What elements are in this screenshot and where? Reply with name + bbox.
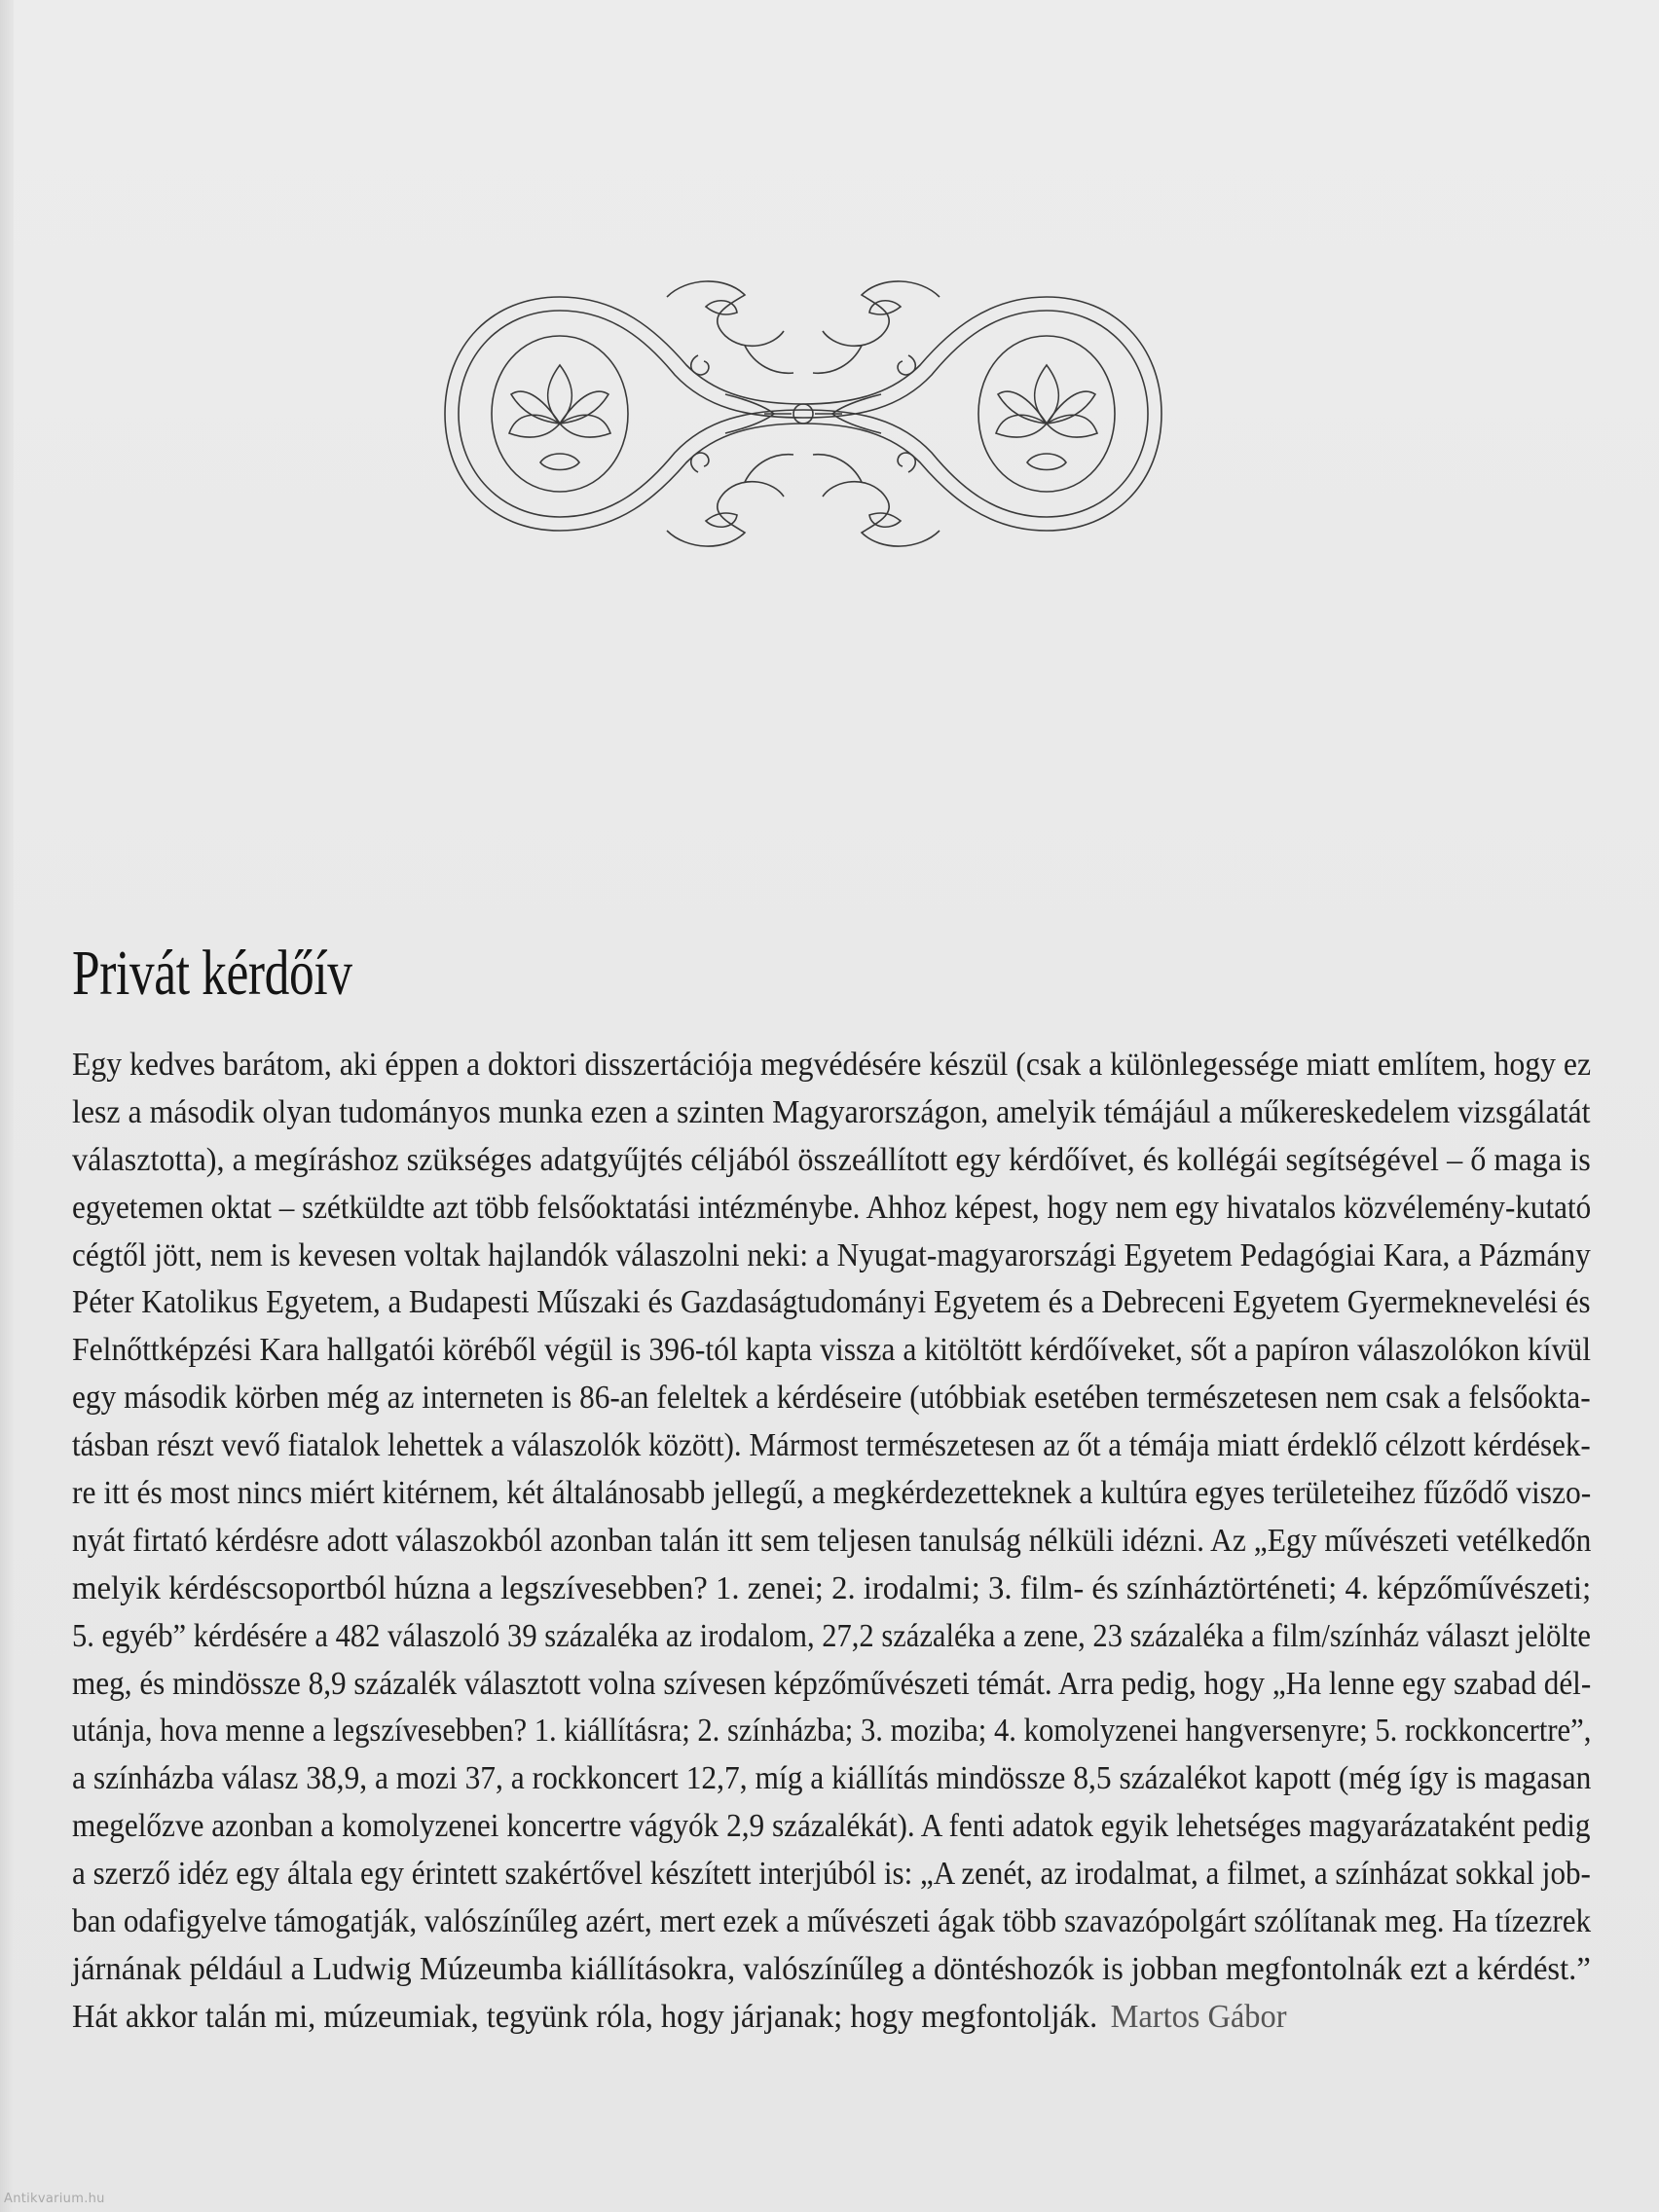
article-body bbox=[72, 1042, 1591, 2042]
article-line: ban odafigyelve támogatják, valószínűleg azért, mert ezek a művészeti ágak több szavazópolgárt szólítanak meg. Ha tízezrek bbox=[72, 1903, 1592, 1940]
decorative-ornament-icon bbox=[433, 277, 1173, 550]
article-line-last: Hát akkor talán mi, múzeumiak, tegyünk róla, hogy járjanak; hogy megfontolják. Martos Gábor bbox=[72, 1998, 1287, 2035]
article-line: egyetemen oktat – szétküldte azt több felsőoktatási intézménybe. Ahhoz képest, hogy nem egy hivatalos közvélemény-kutató bbox=[72, 1189, 1592, 1226]
article-line: Felnőttképzési Kara hallgatói köréből végül is 396-tól kapta vissza a kitöltött kérdőíveket, sőt a papíron válaszolókon kívül bbox=[72, 1332, 1592, 1369]
article-line: 5. egyéb” kérdésére a 482 válaszoló 39 százaléka az irodalom, 27,2 százaléka a zene, 23 százaléka a film/színház választ jelölte bbox=[72, 1617, 1591, 1654]
article-line: megelőzve azonban a komolyzenei koncertre vágyók 2,9 százalékát). A fenti adatok egyik lehetséges magyarázataként pedig bbox=[72, 1808, 1591, 1845]
article-title: Privát kérdőív bbox=[72, 938, 352, 1009]
article-line: Péter Katolikus Egyetem, a Budapesti Műszaki és Gazdaságtudományi Egyetem és a Debreceni Egyetem Gyermeknevelési és bbox=[72, 1284, 1591, 1321]
article-line: a szerző idéz egy általa egy érintett szakértővel készített interjúból is: „A zenét, az irodalmat, a filmet, a színházat sokkal job- bbox=[72, 1856, 1591, 1893]
author-name: Martos Gábor bbox=[1110, 1998, 1287, 2035]
page-spine-shadow bbox=[0, 0, 14, 2212]
article-line: járnának például a Ludwig Múzeumba kiállításokra, valószínűleg a döntéshozók is jobban megfontolnák ezt a kérdést.” bbox=[72, 1950, 1591, 1987]
article-line: re itt és most nincs miért kitérnem, két általánosabb jellegű, a megkérdezetteknek a kultúra egyes területeihez fűződő viszo- bbox=[72, 1475, 1592, 1512]
watermark: Antikvarium.hu bbox=[4, 2192, 105, 2206]
article-line: egy második körben még az interneten is 86-an feleltek a kérdéseire (utóbbiak esetében természetesen nem csak a felsőokta- bbox=[72, 1380, 1591, 1417]
article-line: tásban részt vevő fiatalok lehettek a válaszolók között). Mármost természetesen az őt a témája miatt érdeklő célzott kérdések- bbox=[72, 1427, 1591, 1464]
article-line: meg, és mindössze 8,9 százalék választott volna szívesen képzőművészeti témát. Arra pedig, hogy „Ha lenne egy szabad dél- bbox=[72, 1665, 1592, 1702]
article-line: lesz a második olyan tudományos munka ezen a szinten Magyarországon, amelyik témájául a műkereskedelem vizsgálatát bbox=[72, 1093, 1591, 1130]
article-line: a színházba válasz 38,9, a mozi 37, a rockkoncert 12,7, míg a kiállítás mindössze 8,5 százalékot kapott (még így is magasan bbox=[72, 1760, 1592, 1797]
article-line: melyik kérdéscsoportból húzna a legszívesebben? 1. zenei; 2. irodalmi; 3. film- és színháztörténeti; 4. képzőművészeti; bbox=[72, 1569, 1592, 1606]
article-line: választotta), a megíráshoz szükséges adatgyűjtés céljából összeállított egy kérdőívet, és kollégái segítségével – ő maga is bbox=[72, 1141, 1591, 1178]
article-line: nyát firtató kérdésre adott válaszokból azonban talán itt sem teljesen tanulság nélküli idézni. Az „Egy művészeti vetélkedőn bbox=[72, 1522, 1592, 1559]
article-line: Egy kedves barátom, aki éppen a doktori disszertációja megvédésére készül (csak a különlegessége miatt említem, hogy ez bbox=[72, 1047, 1592, 1083]
article-line: utánja, hova menne a legszívesebben? 1. kiállításra; 2. színházba; 3. moziba; 4. komolyzenei hangversenyre; 5. rockkoncertre”, bbox=[72, 1713, 1592, 1750]
article-line: cégtől jött, nem is kevesen voltak hajlandók válaszolni neki: a Nyugat-magyarországi Egyetem Pedagógiai Kara, a Pázmány bbox=[72, 1236, 1591, 1273]
